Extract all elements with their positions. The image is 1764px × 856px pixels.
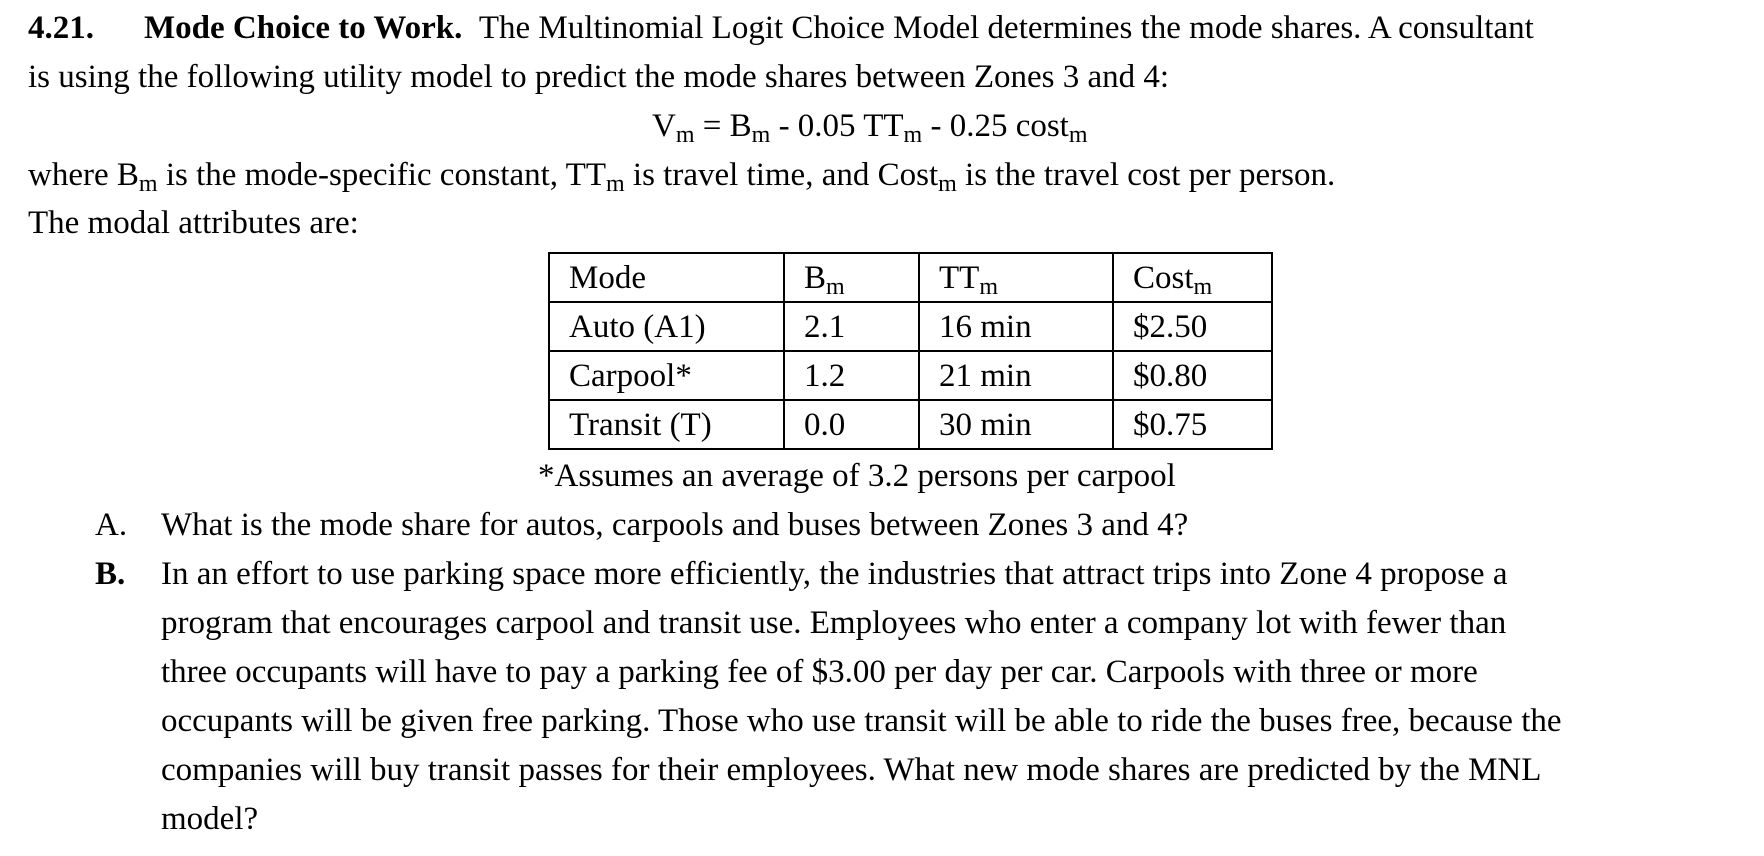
table-row — [549, 400, 1272, 449]
question-b-line: companies will buy transit passes for their employees. What new mode shares are predicted by the MNL — [161, 752, 1542, 788]
table-footnote: *Assumes an average of 3.2 persons per carpool — [538, 458, 1176, 494]
cell-mode: Carpool* — [549, 351, 784, 400]
cell-b: 1.2 — [784, 351, 919, 400]
modal-attributes-table — [548, 252, 1273, 450]
problem-heading — [28, 8, 1534, 48]
question-b-line: three occupants will have to pay a parking fee of $3.00 per day per car. Carpools with three or more — [161, 654, 1478, 690]
utility-equation: $V_m = B_m - 0.05$ $TT_m - 0.25$ cost$_m$ — [652, 108, 1088, 148]
problem-number: 4.21. — [28, 10, 94, 46]
question-b-line: occupants will be given free parking. Those who use transit will be able to ride the buses free, because the — [161, 703, 1562, 739]
cell-mode: Auto (A1) — [549, 302, 784, 351]
question-b-line: In an effort to use parking space more efficiently, the industries that attract trips into Zone 4 propose a — [161, 556, 1508, 592]
question-a-label: A. — [95, 507, 128, 543]
cell-tt: 21 min — [919, 351, 1113, 400]
table-header-row — [549, 253, 1272, 302]
cell-b: 0.0 — [784, 400, 919, 449]
cell-cost: $0.80 — [1113, 351, 1272, 400]
cell-tt: 16 min — [919, 302, 1113, 351]
cell-b: 2.1 — [784, 302, 919, 351]
question-b-label: B. — [95, 556, 126, 592]
question-b-line: program that encourages carpool and transit use. Employees who enter a company lot with fewer than — [161, 605, 1507, 641]
cell-tt: 30 min — [919, 400, 1113, 449]
table-row — [549, 351, 1272, 400]
header-cost: Cost$_m$ — [1113, 253, 1272, 302]
problem-title: Mode Choice to Work. — [144, 10, 463, 46]
cell-cost: $2.50 — [1113, 302, 1272, 351]
question-b-line: model? — [161, 801, 259, 837]
attributes-intro: The modal attributes are: — [28, 205, 359, 241]
header-mode: Mode — [549, 253, 784, 302]
problem-intro: The Multinomial Logit Choice Model determines the mode shares. A consultant — [478, 10, 1534, 46]
problem-intro-line2: is using the following utility model to predict the mode shares between Zones 3 and 4: — [28, 59, 1170, 95]
cell-mode: Transit (T) — [549, 400, 784, 449]
question-a-text: What is the mode share for autos, carpools and buses between Zones 3 and 4? — [161, 507, 1189, 543]
cell-cost: $0.75 — [1113, 400, 1272, 449]
header-tt: $TT_m$ — [919, 253, 1113, 302]
variable-definitions: where $B_m$ is the mode-specific constant, $TT_m$ is travel time, and Cost$_m$ is the travel cost per person. — [28, 157, 1336, 197]
header-b: $B_m$ — [784, 253, 919, 302]
table-row — [549, 302, 1272, 351]
